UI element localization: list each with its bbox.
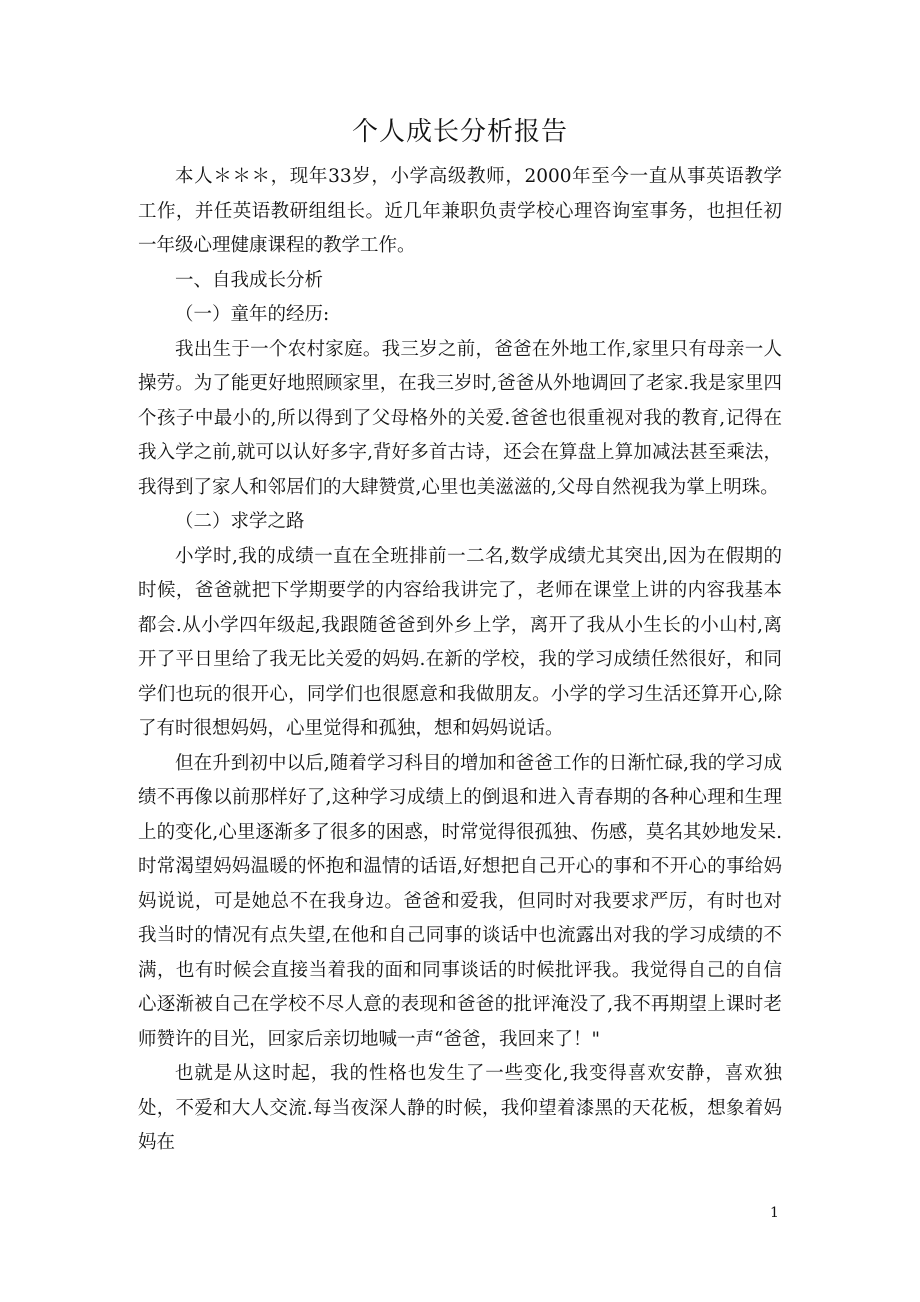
page-title: 个人成长分析报告 <box>351 117 568 147</box>
section-heading-self-growth: 一、自我成长分析 <box>175 269 324 291</box>
document-body <box>138 160 782 1161</box>
paragraph-personality-change: 也就是从这时起，我的性格也发生了一些变化,我变得喜欢安静，喜欢独处，不爱和大人交流.每当夜深人静的时候，我仰望着漆黑的天花板，想象着妈妈在 <box>138 1063 782 1153</box>
subsection-heading-childhood: （一）童年的经历: <box>175 304 330 325</box>
paragraph-intro: 本人＊＊＊，现年33岁，小学高级教师，2000年至今一直从事英语教学工作，并任英语教研组组长。近几年兼职负责学校心理咨询室事务，也担任初一年级心理健康课程的教学工作。 <box>138 166 782 256</box>
subsection-heading-study: （二）求学之路 <box>175 511 305 532</box>
paragraph-primary-school: 小学时,我的成绩一直在全班排前一二名,数学成绩尤其突出,因为在假期的时候，爸爸就把下学期要学的内容给我讲完了，老师在课堂上讲的内容我基本都会.从小学四年级起,我跟随爸爸到外乡上学，离开了我从小生长的小山村,离开了平日里给了我无比关爱的妈妈.在新的学校，我的学习成绩任然很好，和同学们也玩的很开心，同学们也很愿意和我做朋友。小学的学习生活还算开心,除了有时很想妈妈，心里觉得和孤独，想和妈妈说话。 <box>138 545 782 739</box>
page-number: 1 <box>770 1205 779 1221</box>
paragraph-middle-school: 但在升到初中以后,随着学习科目的增加和爸爸工作的日渐忙碌,我的学习成绩不再像以前那样好了,这种学习成绩上的倒退和进入青春期的各种心理和生理上的变化,心里逐渐多了很多的困惑，时常觉得很孤独、伤感，莫名其妙地发呆.时常渴望妈妈温暖的怀抱和温情的话语,好想把自己开心的事和不开心的事给妈妈说说，可是她总不在我身边。爸爸和爱我，但同时对我要求严厉，有时也对我当时的情况有点失望,在他和自己同事的谈话中也流露出对我的学习成绩的不满，也有时候会直接当着我的面和同事谈话的时候批评我。我觉得自己的自信心逐渐被自己在学校不尽人意的表现和爸爸的批评淹没了,我不再期望上课时老师赞许的目光，回家后亲切地喊一声“爸爸，我回来了！" <box>138 752 782 1050</box>
paragraph-childhood: 我出生于一个农村家庭。我三岁之前，爸爸在外地工作,家里只有母亲一人操劳。为了能更好地照顾家里，在我三岁时,爸爸从外地调回了老家.我是家里四个孩子中最小的,所以得到了父母格外的关爱.爸爸也很重视对我的教育,记得在我入学之前,就可以认好多字,背好多首古诗，还会在算盘上算加减法甚至乘法，我得到了家人和邻居们的大肆赞赏,心里也美滋滋的,父母自然视我为掌上明珠。 <box>138 338 782 498</box>
